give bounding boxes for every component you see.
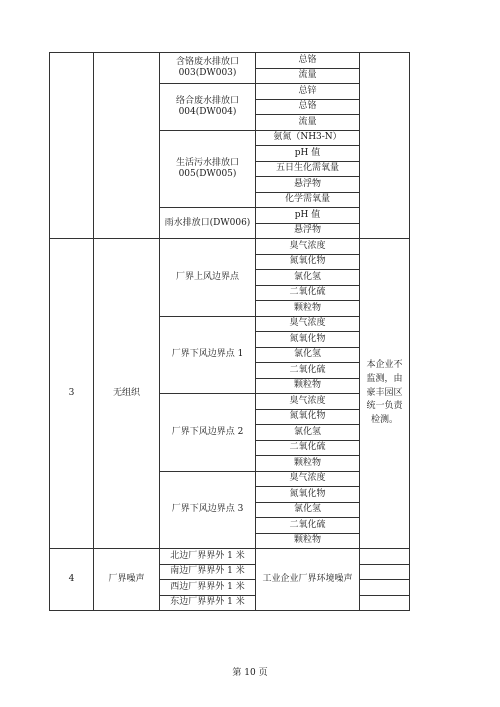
monitor-item-cell: 臭气浓度 [256,316,360,332]
monitor-item-cell: 悬浮物 [256,223,360,239]
monitor-item-cell: 颗粒物 [256,378,360,394]
outlet-name-cell [160,53,256,84]
outlet-name-line: 005(DW005) [178,168,237,179]
monitor-item-cell: 工业企业厂界环境噪声 [256,549,360,611]
outlet-name-line: 络合废水排放口 [175,95,239,106]
monitor-point-cell: 厂界下风边界点 2 [160,394,256,472]
monitor-item-cell: 颗粒物 [256,456,360,472]
remark-note-cell: 本企业不监测，由豪丰园区统一负责检测。 [360,239,410,549]
page-number: 第 10 页 [232,668,268,678]
remark-cell [360,580,410,596]
category-cell [94,53,160,239]
monitor-item-cell: 二氧化硫 [256,363,360,379]
monitor-item-cell: 二氧化硫 [256,518,360,534]
monitor-item-cell: 化学需氧量 [256,192,360,208]
monitor-item-cell: 氮氧化物 [256,409,360,425]
outlet-name-line: 004(DW004) [178,106,237,117]
monitor-item-cell: 臭气浓度 [256,394,360,410]
monitoring-table-body [50,53,410,611]
monitor-item-cell: 臭气浓度 [256,471,360,487]
monitor-item-cell: 颗粒物 [256,301,360,317]
monitor-item-cell: 流量 [256,115,360,131]
outlet-name-line: 雨水排放口(DW006) [164,217,251,228]
monitor-item-cell: 五日生化需氧量 [256,161,360,177]
monitor-item-cell: 总锌 [256,84,360,100]
outlet-name-line: 003(DW003) [178,68,237,78]
monitoring-table [49,52,410,611]
remark-cell [360,549,410,565]
index-cell: 3 [50,239,94,549]
monitor-item-cell: pH 值 [256,146,360,162]
monitor-point-cell: 厂界上风边界点 [160,239,256,317]
monitor-item-cell: 氮氧化物 [256,254,360,270]
remark-cell [360,564,410,580]
monitor-point-cell: 南边厂界界外 1 米 [160,564,256,580]
monitor-point-cell: 西边厂界界外 1 米 [160,580,256,596]
outlet-name-cell [160,208,256,239]
remark-cell [360,595,410,611]
remark-cell [360,53,410,239]
monitor-item-cell: 氯化氢 [256,270,360,286]
outlet-name-line: 含铬废水排放口 [175,57,239,68]
monitor-item-cell: 二氧化硫 [256,440,360,456]
monitor-item-cell: 总铬 [256,53,360,69]
monitor-item-cell: 总铬 [256,99,360,115]
table-row [50,53,410,69]
monitor-item-cell: 颗粒物 [256,533,360,549]
outlet-name-cell [160,84,256,131]
index-cell [50,53,94,239]
monitor-item-cell: pH 值 [256,208,360,224]
monitor-item-cell: 氨氮（NH3-N） [256,130,360,146]
monitor-item-cell: 氯化氢 [256,425,360,441]
category-cell: 厂界噪声 [94,549,160,611]
monitor-point-cell: 厂界下风边界点 3 [160,471,256,549]
outlet-name-cell [160,130,256,208]
monitor-point-cell: 东边厂界界外 1 米 [160,595,256,611]
monitor-point-cell: 北边厂界界外 1 米 [160,549,256,565]
monitor-item-cell: 氮氧化物 [256,332,360,348]
monitor-item-cell: 臭气浓度 [256,239,360,255]
category-cell: 无组织 [94,239,160,549]
monitor-point-cell: 厂界下风边界点 1 [160,316,256,394]
outlet-name-line: 生活污水排放口 [175,157,239,168]
table-row [50,239,410,255]
monitor-item-cell: 悬浮物 [256,177,360,193]
monitor-item-cell: 流量 [256,68,360,84]
monitor-item-cell: 氮氧化物 [256,487,360,503]
index-cell: 4 [50,549,94,611]
monitor-item-cell: 二氧化硫 [256,285,360,301]
table-row [50,549,410,565]
monitor-item-cell: 氯化氢 [256,502,360,518]
monitor-item-cell: 氯化氢 [256,347,360,363]
